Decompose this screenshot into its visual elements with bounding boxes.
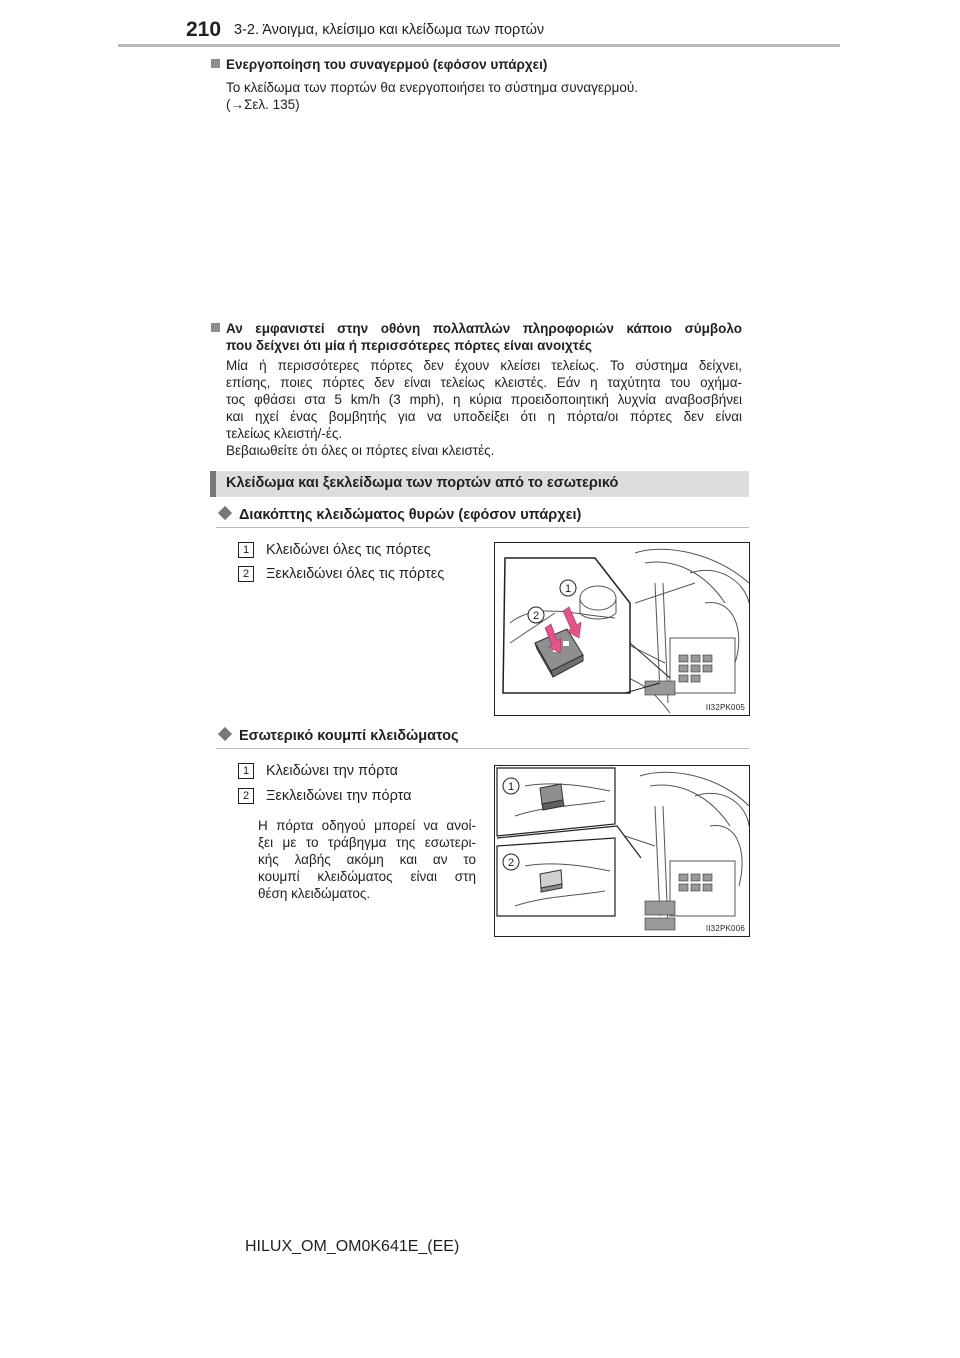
alarm-page-ref: (→Σελ. 135) <box>226 97 300 112</box>
section-heading-door-open: Αν εμφανιστεί στην οθόνη πολλαπλών πληροφοριών κάποιο σύμβολο που δείχνει ότι μία ή περισσότερες πόρτες είναι ανοιχτές <box>211 320 742 354</box>
figure-code: II32PK005 <box>705 703 745 712</box>
figure1-callout-1: 1 <box>564 583 572 595</box>
inside-lock-button-illustration <box>495 766 749 936</box>
figure-code: II32PK006 <box>705 924 745 933</box>
figure-inside-lock-button <box>494 765 750 937</box>
figure-door-lock-switch <box>494 542 750 716</box>
footer-document-code: HILUX_OM_OM0K641E_(EE) <box>245 1238 460 1255</box>
subsection-title-lock-knob: Εσωτερικό κουμπί κλειδώματος <box>216 728 459 744</box>
chapter-title: 3-2. Άνοιγμα, κλείσιμο και κλείδωμα των πορτών <box>234 22 545 38</box>
square-bullet-icon <box>211 323 220 332</box>
list-item: 2 Ξεκλειδώνει την πόρτα <box>238 788 412 804</box>
figure1-callout-2: 2 <box>532 610 540 622</box>
page-number: 210 <box>186 18 222 41</box>
list-item: 2 Ξεκλειδώνει όλες τις πόρτες <box>238 566 444 582</box>
figure2-callout-1: 1 <box>507 781 515 793</box>
diamond-bullet-icon <box>218 727 232 741</box>
diamond-bullet-icon <box>218 506 232 520</box>
door-open-paragraph: Μία ή περισσότερες πόρτες δεν έχουν κλείσει τελείως. Το σύστημα δείχνει, επίσης, ποιες πόρτες δεν είναι τελείως κλειστές. Εάν η ταχύτητα του οχήμα- τος φθάσει στα 5 km/h (3 mph), η κύρια προειδοποιητική λυχνία αναβοσβήνει και ηχεί ένας βομβητής για να υποδείξει ότι η πόρτα/οι πόρτες δεν είναι τελείως κλειστή/-ές. Βεβαιωθείτε ότι όλες οι πόρτες είναι κλειστές. <box>226 358 742 458</box>
header-divider <box>118 44 840 47</box>
alarm-text-line-1: Το κλείδωμα των πορτών θα ενεργοποιήσει το σύστημα συναγερμού. <box>226 80 639 95</box>
figure2-callout-2: 2 <box>507 857 515 869</box>
driver-door-note: Η πόρτα οδηγού μπορεί να ανοί- ξει με το τράβηγμα της εσωτερι- κής λαβής ακόμη και αν το κουμπί κλειδώματος είναι στη θέση κλειδώματος. <box>258 818 476 901</box>
section-heading-alarm: Ενεργοποίηση του συναγερμού (εφόσον υπάρχει) <box>211 56 547 73</box>
subsection-divider <box>216 748 749 749</box>
door-lock-switch-illustration <box>495 543 749 715</box>
square-bullet-icon <box>211 59 220 68</box>
subsection-divider <box>216 527 749 528</box>
list-item: 1 Κλειδώνει όλες τις πόρτες <box>238 542 431 558</box>
list-item: 1 Κλειδώνει την πόρτα <box>238 763 398 779</box>
subsection-title-switch: Διακόπτης κλειδώματος θυρών (εφόσον υπάρχει) <box>216 507 581 523</box>
main-section-heading: Κλείδωμα και ξεκλείδωμα των πορτών από το εσωτερικό <box>210 471 749 497</box>
